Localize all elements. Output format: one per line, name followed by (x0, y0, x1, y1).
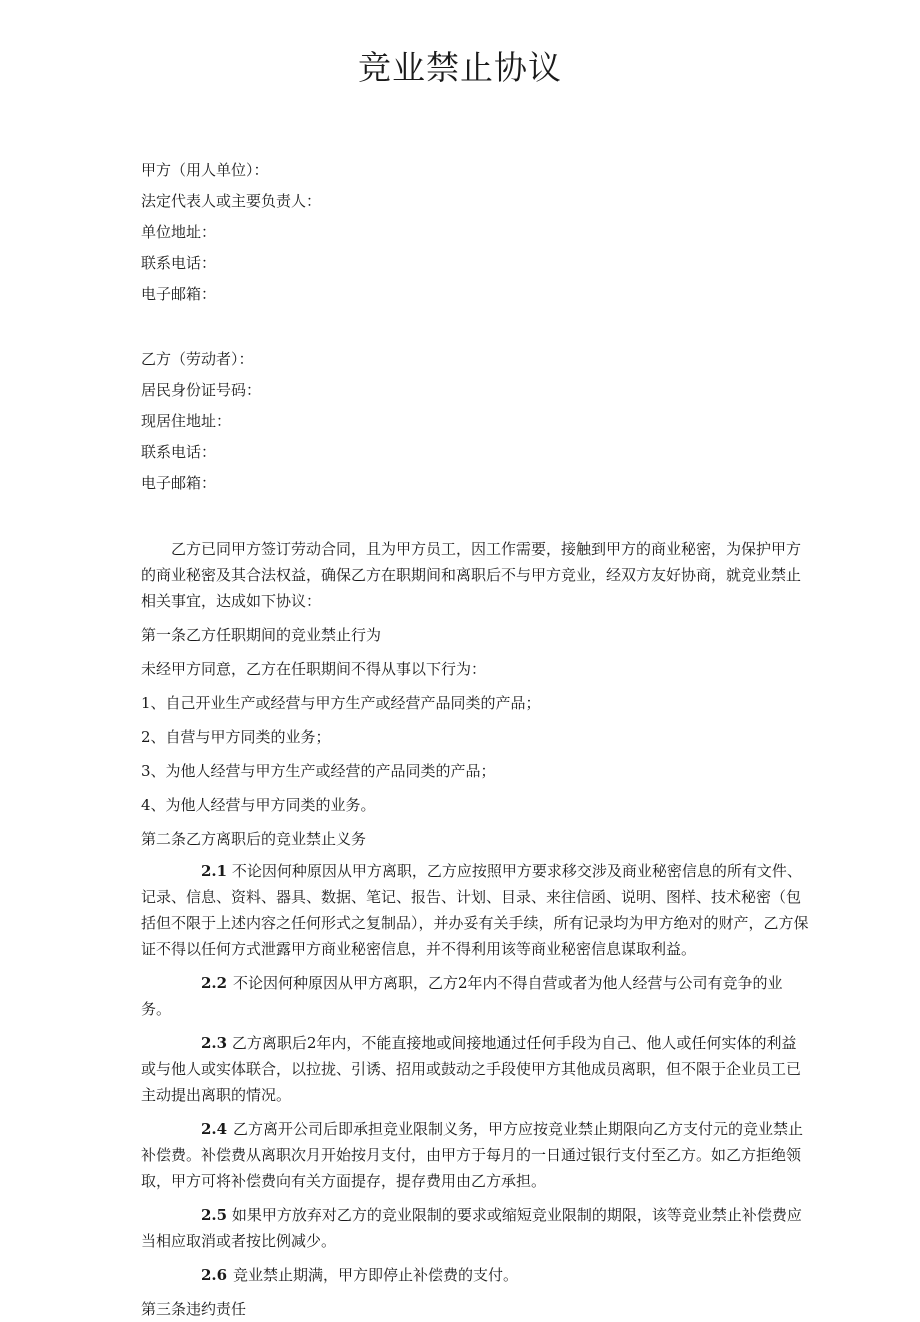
clause-text: 如果甲方放弃对乙方的竞业限制的要求或缩短竞业限制的期限，该等竞业禁止补偿费应当相应取消或者按比例减少。 (141, 1206, 802, 1250)
clause-2-2 (141, 970, 811, 1022)
party-a-phone: 联系电话： (141, 254, 217, 272)
agreement-body (141, 536, 811, 1322)
party-b-phone: 联系电话： (141, 443, 217, 461)
clause-number: 2.4 (201, 1120, 228, 1138)
document-title: 竞业禁止协议 (358, 48, 562, 87)
clause-2-4 (141, 1116, 811, 1194)
party-a-legal-rep: 法定代表人或主要负责人： (141, 192, 322, 210)
clause-2-6 (141, 1262, 811, 1288)
clause-text: 不论因何种原因从甲方离职，乙方应按照甲方要求移交涉及商业秘密信息的所有文件、记录、信息、资料、器具、数据、笔记、报告、计划、目录、来往信函、说明、图样、技术秘密（包括但不限于上述内容之任何形式之复制品），并办妥有关手续，所有记录均为甲方绝对的财产，乙方保证不得以任何方式泄露甲方商业秘密信息，并不得利用该等商业秘密信息谋取利益。 (141, 862, 809, 958)
article-1-heading: 第一条乙方任职期间的竞业禁止行为 (141, 626, 382, 644)
party-b-address: 现居住地址： (141, 412, 232, 430)
party-b-employee: 乙方（劳动者）： (141, 350, 254, 368)
article-2-heading: 第二条乙方离职后的竞业禁止义务 (141, 830, 367, 848)
article-1-item: 3、为他人经营与甲方生产或经营的产品同类的产品； (141, 762, 496, 780)
party-b-email: 电子邮箱： (141, 474, 217, 492)
clause-2-1 (141, 858, 811, 962)
clause-number: 2.3 (201, 1034, 228, 1052)
clause-2-3 (141, 1030, 811, 1108)
party-a-block (141, 155, 821, 310)
article-1-item: 4、为他人经营与甲方同类的业务。 (141, 796, 376, 814)
clause-text: 乙方离开公司后即承担竞业限制义务，甲方应按竞业禁止期限向乙方支付元的竞业禁止补偿费。补偿费从离职次月开始按月支付，由甲方于每月的一日通过银行支付至乙方。如乙方拒绝领取，甲方可将补偿费向有关方面提存，提存费用由乙方承担。 (141, 1120, 804, 1190)
party-a-email: 电子邮箱： (141, 285, 217, 303)
clause-number: 2.1 (201, 862, 228, 880)
intro-paragraph: 乙方已同甲方签订劳动合同，且为甲方员工，因工作需要，接触到甲方的商业秘密，为保护甲方的商业秘密及其合法权益，确保乙方在职期间和离职后不与甲方竞业，经双方友好协商，就竞业禁止相关事宜，达成如下协议： (141, 540, 802, 610)
clause-number: 2.2 (201, 974, 228, 992)
party-b-block (141, 344, 821, 499)
article-3-heading: 第三条违约责任 (141, 1300, 247, 1318)
article-1-item: 1、自己开业生产或经营与甲方生产或经营产品同类的产品； (141, 694, 541, 712)
clause-text: 乙方离职后2年内，不能直接地或间接地通过任何手段为自己、他人或任何实体的利益或与他人或实体联合，以拉拢、引诱、招用或鼓动之手段使甲方其他成员离职，但不限于企业员工已主动提出离职的情况。 (141, 1034, 802, 1104)
party-b-id-number: 居民身份证号码： (141, 381, 262, 399)
clause-number: 2.5 (201, 1206, 228, 1224)
clause-text: 竞业禁止期满，甲方即停止补偿费的支付。 (233, 1266, 519, 1284)
article-1-item: 2、自营与甲方同类的业务； (141, 728, 331, 746)
clause-number: 2.6 (201, 1266, 228, 1284)
party-a-address: 单位地址： (141, 223, 217, 241)
clause-2-5 (141, 1202, 811, 1254)
clause-text: 不论因何种原因从甲方离职，乙方2年内不得自营或者为他人经营与公司有竞争的业务。 (141, 974, 783, 1018)
party-a-employer: 甲方（用人单位）： (141, 161, 269, 179)
article-1-lead: 未经甲方同意，乙方在任职期间不得从事以下行为： (141, 660, 487, 678)
